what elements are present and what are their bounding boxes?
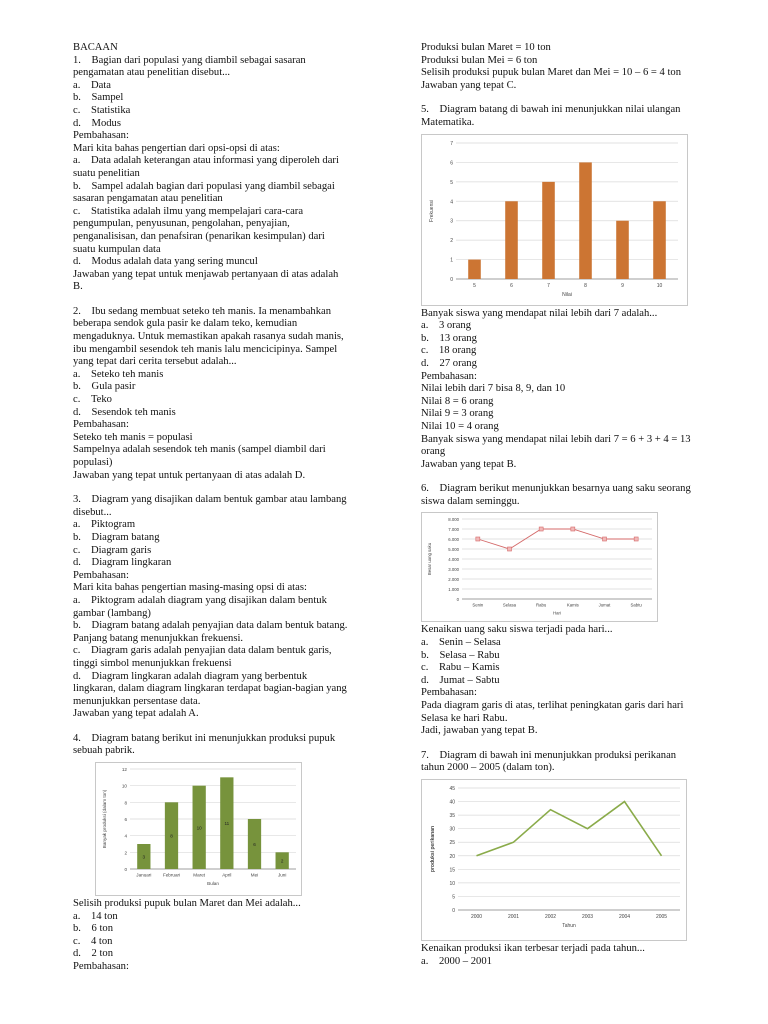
y-tick-label: 8: [124, 800, 127, 806]
text-line: Mari kita bahas pengertian masing-masing opsi di atas:: [73, 582, 307, 594]
x-tick-label: Januari: [136, 872, 152, 878]
text-line: Pembahasan:: [73, 569, 129, 581]
text-line: c. 18 orang: [421, 345, 477, 357]
y-tick-label: 2: [124, 850, 127, 856]
score-bar-chart-frame: [421, 134, 688, 306]
text-line: a. Data adalah keterangan atau informasi yang diperoleh dari: [73, 155, 339, 167]
text-line: sasaran pengamatan atau penelitian: [73, 193, 223, 205]
text-line: c. Statistika: [73, 104, 131, 116]
x-tick-label: 2004: [618, 914, 631, 920]
y-tick-label: 0: [124, 867, 127, 873]
text-line: c. 4 ton: [73, 935, 113, 947]
text-line: a. 2000 – 2001: [421, 955, 492, 967]
y-tick-label: 40: [449, 799, 455, 806]
text-line: b. Selasa – Rabu: [421, 649, 500, 661]
text-line: Panjang batang menunjukkan frekuensi.: [73, 632, 244, 644]
text-line: c. Teko: [73, 394, 112, 406]
y-axis-title: produksi perikanan: [430, 825, 436, 873]
y-tick-label: 1.000: [448, 587, 459, 593]
bar: [616, 220, 629, 278]
text-line: c. Diagram garis: [73, 544, 152, 556]
text-line: Nilai lebih dari 7 bisa 8, 9, dan 10: [421, 383, 566, 395]
text-line: BACAAN: [73, 42, 118, 53]
question-7-options: [421, 943, 736, 968]
x-axis-title: Hari: [553, 611, 561, 617]
y-tick-label: 0: [450, 276, 453, 283]
text-line: Jawaban yang tepat adalah A.: [73, 708, 199, 720]
x-tick-label: 2001: [507, 914, 520, 920]
y-tick-label: 3: [450, 218, 453, 225]
text-line: yang tepat dari cerita tersebut adalah...: [73, 356, 237, 368]
text-line: tinggi simbol menunjukkan frekuensi: [73, 657, 232, 669]
y-tick-label: 0: [456, 597, 459, 603]
text-line: Produksi bulan Maret = 10 ton: [421, 42, 551, 53]
text-line: Produksi bulan Mei = 6 ton: [421, 54, 538, 66]
y-tick-label: 5: [452, 894, 455, 901]
x-tick-label: 2002: [544, 914, 557, 920]
text-line: Pembahasan:: [73, 961, 129, 973]
question-1-block: [73, 42, 373, 294]
text-line: 7. Diagram di bawah ini menunjukkan produksi perikanan: [421, 749, 677, 761]
text-line: lingkaran, dalam diagram lingkaran terdapat bagian-bagian yang: [73, 683, 347, 695]
y-tick-label: 6: [124, 817, 127, 823]
text-line: Sampelnya adalah sesendok teh manis (sampel diambil dari: [73, 444, 326, 456]
text-line: 2. Ibu sedang membuat seteko teh manis. Ia menambahkan: [73, 305, 332, 317]
text-line: 5. Diagram batang di bawah ini menunjukkan nilai ulangan: [421, 104, 681, 116]
text-line: Selasa ke hari Rabu.: [421, 712, 508, 724]
text-line: Mari kita bahas pengertian dari opsi-opsi di atas:: [73, 142, 280, 154]
text-line: Jawaban yang tepat untuk menjawab pertanyaan di atas adalah: [73, 268, 339, 280]
text-line: tahun 2000 – 2005 (dalam ton).: [421, 762, 555, 774]
text-line: c. Diagram garis adalah penyajian data dalam bentuk garis,: [73, 645, 332, 657]
fishery-line-chart-frame: [421, 779, 687, 941]
question-3-block: [73, 494, 373, 721]
bar: [653, 201, 666, 279]
question-4-answer: [421, 42, 736, 92]
x-tick-label: 2000: [470, 914, 483, 920]
text-line: Kenaikan uang saku siswa terjadi pada hari...: [421, 624, 613, 636]
x-tick-label: 6: [510, 282, 513, 289]
fishery-line-chart: [422, 780, 686, 940]
text-line: Jawaban yang tepat untuk pertanyaan di atas adalah D.: [73, 469, 306, 481]
text-line: b. Diagram batang adalah penyajian data dalam bentuk batang.: [73, 620, 348, 632]
y-tick-label: 6: [450, 159, 453, 166]
x-tick-label: Sabtu: [630, 602, 642, 608]
x-tick-label: Senin: [472, 602, 484, 608]
bar-value-label: 6: [253, 842, 256, 848]
text-line: Nilai 10 = 4 orang: [421, 420, 499, 432]
x-tick-label: 8: [584, 282, 587, 289]
text-line: a. 3 orang: [421, 320, 472, 332]
text-line: b. Sampel adalah bagian dari populasi yang diambil sebagai: [73, 180, 335, 192]
y-tick-label: 1: [450, 257, 453, 264]
text-line: a. Seteko teh manis: [73, 368, 164, 380]
text-line: d. Jumat – Sabtu: [421, 674, 500, 686]
y-tick-label: 10: [121, 783, 127, 789]
question-2-block: [73, 306, 373, 482]
text-line: d. 27 orang: [421, 357, 477, 369]
y-tick-label: 5.000: [448, 547, 459, 553]
text-line: c. Statistika adalah ilmu yang mempelajari cara-cara: [73, 205, 304, 217]
text-line: b. 6 ton: [73, 923, 114, 935]
x-tick-label: 7: [547, 282, 550, 289]
y-tick-label: 4: [450, 198, 453, 205]
x-tick-label: 2005: [655, 914, 668, 920]
x-tick-label: Februari: [162, 872, 181, 878]
x-tick-label: Selasa: [502, 602, 517, 608]
text-line: 1. Bagian dari populasi yang diambil sebagai sasaran: [73, 54, 306, 66]
bar-value-label: 8: [170, 833, 173, 839]
text-line: a. Piktogram: [73, 519, 136, 531]
y-tick-label: 20: [449, 853, 455, 860]
data-point: [539, 527, 543, 531]
question-6-answer: [421, 624, 736, 737]
x-tick-label: Mei: [250, 872, 259, 878]
text-line: pengumpulan, penyusunan, pengolahan, penyajian,: [73, 218, 290, 230]
fertilizer-bar-chart: [96, 763, 301, 895]
x-tick-label: April: [222, 872, 232, 878]
y-tick-label: 8.000: [448, 517, 459, 523]
text-line: Matematika.: [421, 116, 475, 128]
y-tick-label: 5: [450, 179, 453, 186]
y-tick-label: 4.000: [448, 557, 459, 563]
bar-value-label: 11: [224, 821, 230, 827]
text-line: menunjukkan persentase data.: [73, 695, 201, 707]
text-line: a. Data: [73, 79, 111, 91]
y-tick-label: 45: [449, 786, 455, 792]
text-line: b. Gula pasir: [73, 381, 136, 393]
text-line: mengaduknya. Untuk memastikan apakah rasanya sudah manis,: [73, 331, 344, 343]
y-axis-title: Besar uang saku: [427, 543, 432, 576]
text-line: Pembahasan:: [73, 130, 129, 142]
text-line: d. 2 ton: [73, 948, 114, 960]
text-line: b. Diagram batang: [73, 531, 160, 543]
text-line: Jawaban yang tepat B.: [421, 458, 517, 470]
text-line: Nilai 8 = 6 orang: [421, 395, 494, 407]
text-line: pengamatan atau penelitian disebut...: [73, 67, 231, 79]
text-line: ibu mengambil sesendok teh manis lalu mencicipinya. Sampel: [73, 343, 338, 355]
text-line: b. 13 orang: [421, 332, 477, 344]
x-axis-title: Nilai: [562, 291, 572, 298]
text-line: Pembahasan:: [421, 687, 477, 699]
y-tick-label: 4: [124, 833, 127, 839]
fertilizer-bar-chart-frame: [95, 762, 302, 896]
text-line: Banyak siswa yang mendapat nilai lebih dari 7 adalah...: [421, 307, 658, 319]
question-4-block: [73, 733, 373, 758]
bar: [505, 201, 518, 279]
left-column: [73, 42, 373, 974]
text-line: Nilai 9 = 3 orang: [421, 408, 494, 420]
text-line: Kenaikan produksi ikan terbesar terjadi pada tahun...: [421, 943, 645, 954]
text-line: orang: [421, 446, 446, 458]
text-line: suatu penelitian: [73, 167, 140, 179]
question-4-options: [73, 898, 373, 974]
text-line: d. Modus: [73, 117, 121, 129]
text-line: d. Modus adalah data yang sering muncul: [73, 256, 258, 268]
bar: [468, 259, 481, 278]
x-tick-label: 5: [473, 282, 476, 289]
text-line: 6. Diagram berikut menunjukkan besarnya uang saku seorang: [421, 483, 691, 495]
text-line: a. Piktogram adalah diagram yang disajikan dalam bentuk: [73, 594, 327, 606]
text-line: Pembahasan:: [73, 419, 129, 431]
x-tick-label: Maret: [193, 872, 206, 878]
data-point: [508, 547, 512, 551]
x-tick-label: 10: [656, 282, 663, 289]
y-tick-label: 7.000: [448, 527, 459, 533]
text-line: Banyak siswa yang mendapat nilai lebih dari 7 = 6 + 3 + 4 = 13: [421, 433, 691, 445]
text-line: d. Diagram lingkaran: [73, 557, 172, 569]
text-line: 4. Diagram batang berikut ini menunjukkan produksi pupuk: [73, 732, 336, 744]
bar: [542, 181, 555, 278]
text-line: Jadi, jawaban yang tepat B.: [421, 725, 538, 737]
allowance-line-chart: [422, 513, 657, 621]
y-tick-label: 7: [450, 140, 453, 147]
text-line: c. Rabu – Kamis: [421, 662, 500, 674]
text-line: b. Sampel: [73, 92, 124, 104]
bar-value-label: 3: [142, 854, 146, 860]
data-point: [571, 527, 575, 531]
y-tick-label: 35: [449, 813, 455, 820]
y-tick-label: 12: [121, 767, 127, 773]
bar: [579, 162, 592, 279]
text-line: gambar (lambang): [73, 607, 151, 619]
text-line: populasi): [73, 457, 113, 468]
question-7-block: [421, 750, 736, 775]
text-line: Pada diagram garis di atas, terlihat peningkatan garis dari hari: [421, 700, 684, 712]
text-line: Selisih produksi pupuk bulan Maret dan Mei = 10 – 6 = 4 ton: [421, 67, 681, 79]
text-line: beberapa sendok gula pasir ke dalam teko, kemudian: [73, 318, 298, 330]
text-line: d. Diagram lingkaran adalah diagram yang berbentuk: [73, 670, 308, 682]
y-axis-title: Banyak produksi (dalam ton): [102, 789, 107, 849]
text-line: a. Senin – Selasa: [421, 637, 501, 649]
y-tick-label: 2.000: [448, 577, 459, 583]
allowance-line-chart-frame: [421, 512, 658, 622]
bar-value-label: 2: [280, 858, 284, 864]
x-tick-label: 2003: [581, 914, 594, 920]
score-bar-chart: [422, 135, 687, 305]
question-5-block: [421, 104, 736, 129]
y-axis-title: Frekuensi: [429, 199, 435, 222]
y-tick-label: 0: [452, 908, 455, 914]
text-line: siswa dalam seminggu.: [421, 495, 520, 507]
text-line: suatu kumpulan data: [73, 243, 161, 255]
text-line: penganalisisan, dan penafsiran (penarikan kesimpulan) dari: [73, 230, 325, 242]
bar-value-label: 10: [196, 825, 202, 831]
x-tick-label: Kamis: [566, 602, 579, 608]
y-tick-label: 3.000: [448, 567, 459, 573]
text-line: Pembahasan:: [421, 370, 477, 382]
x-tick-label: Juni: [277, 872, 287, 878]
x-tick-label: 9: [621, 282, 624, 289]
text-line: Jawaban yang tepat C.: [421, 79, 517, 91]
text-line: d. Sesendok teh manis: [73, 406, 176, 418]
x-tick-label: Jumat: [598, 602, 611, 608]
y-tick-label: 15: [449, 867, 455, 874]
text-line: B.: [73, 281, 83, 293]
y-tick-label: 2: [450, 237, 453, 244]
data-point: [476, 537, 480, 541]
x-axis-title: Tahun: [562, 923, 576, 929]
y-tick-label: 10: [449, 880, 455, 887]
text-line: disebut...: [73, 506, 112, 518]
text-line: sebuah pabrik.: [73, 745, 135, 757]
text-line: a. 14 ton: [73, 910, 118, 922]
x-tick-label: Rabu: [536, 602, 547, 608]
y-tick-label: 30: [449, 826, 455, 833]
y-tick-label: 25: [449, 840, 455, 847]
right-column: [421, 42, 736, 968]
x-axis-title: Bulan: [207, 881, 219, 887]
question-6-block: [421, 483, 736, 508]
question-5-answer: [421, 308, 736, 472]
data-point: [603, 537, 607, 541]
text-line: Seteko teh manis = populasi: [73, 431, 193, 443]
data-point: [634, 537, 638, 541]
y-tick-label: 6.000: [448, 537, 459, 543]
text-line: Selisih produksi pupuk bulan Maret dan Mei adalah...: [73, 898, 301, 910]
text-line: 3. Diagram yang disajikan dalam bentuk gambar atau lambang: [73, 494, 347, 506]
